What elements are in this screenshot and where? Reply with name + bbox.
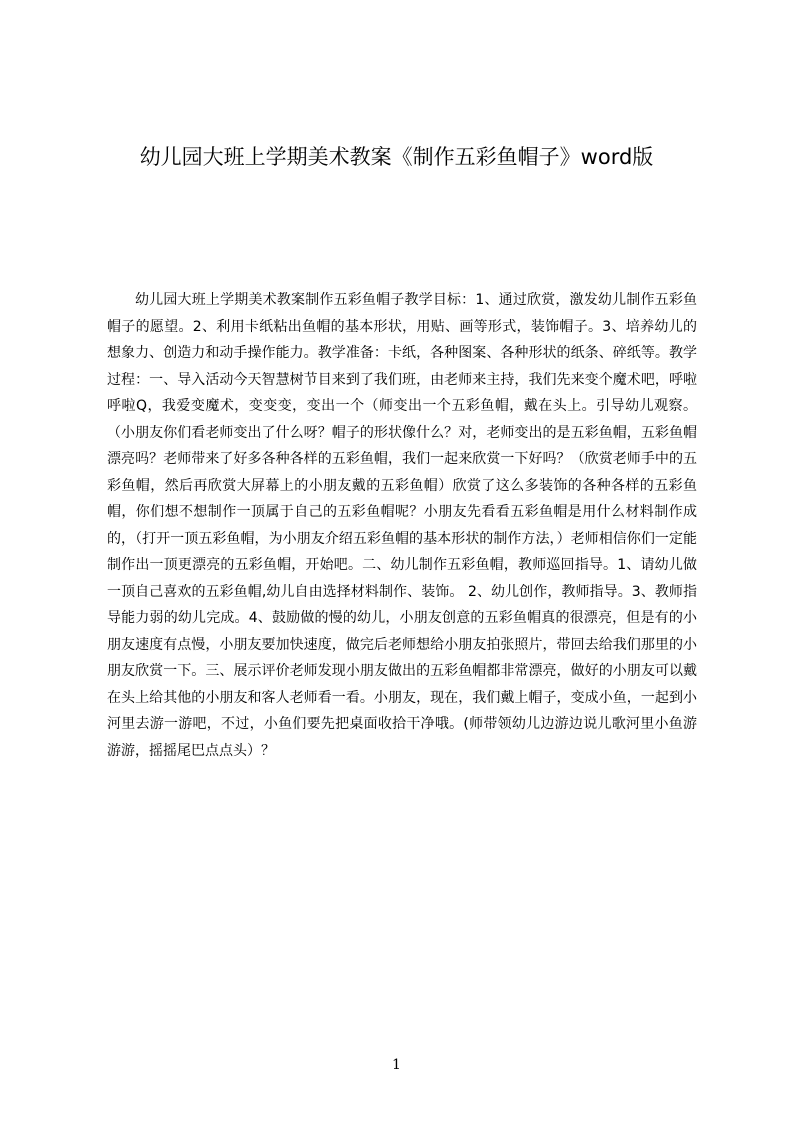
page-number: 1 (392, 1057, 401, 1073)
document-title: 幼儿园大班上学期美术教案《制作五彩鱼帽子》word版 (139, 145, 654, 169)
document-body: 幼儿园大班上学期美术教案制作五彩鱼帽子教学目标：1、通过欣赏，激发幼儿制作五彩鱼帽子的愿望。2、利用卡纸粘出鱼帽的基本形状，用贴、画等形式，装饰帽子。3、培养幼儿的想象力、创造力和动手操作能力。教学准备：卡纸，各种图案、各种形状的纸条、碎纸等。教学过程：一、导入活动今天智慧树节目来到了我们班，由老师来主持，我们先来变个魔术吧，呼啦呼啦Q，我爱变魔术，变变变，变出一个（师变出一个五彩鱼帽，戴在头上。引导幼儿观察。（小朋友你们看老师变出了什么呀？帽子的形状像什么？对，老师变出的是五彩鱼帽，五彩鱼帽漂亮吗？老师带来了好多各种各样的五彩鱼帽，我们一起来欣赏一下好吗？（欣赏老师手中的五彩鱼帽，然后再欣赏大屏幕上的小朋友戴的五彩鱼帽）欣赏了这么多装饰的各种各样的五彩鱼帽，你们想不想制作一顶属于自己的五彩鱼帽呢？小朋友先看看五彩鱼帽是用什么材料制作成的，（打开一顶五彩鱼帽，为小朋友介绍五彩鱼帽的基本形状的制作方法，）老师相信你们一定能制作出一顶更漂亮的五彩鱼帽，开始吧。二、幼儿制作五彩鱼帽，教师巡回指导。1、请幼儿做一顶自己喜欢的五彩鱼帽,幼儿自由选择材料制作、装饰。 2、幼儿创作，教师指导。3、教师指导能力弱的幼儿完成。4、鼓励做的慢的幼儿，小朋友创意的五彩鱼帽真的很漂亮，但是有的小朋友速度有点慢，小朋友要加快速度，做完后老师想给小朋友拍张照片，带回去给我们那里的小朋友欣赏一下。三、展示评价老师发现小朋友做出的五彩鱼帽都非常漂亮，做好的小朋友可以戴在头上给其他的小朋友和客人老师看一看。小朋友，现在，我们戴上帽子，变成小鱼，一起到小河里去游一游吧，不过，小鱼们要先把桌面收拾干净哦。(师带领幼儿边游边说儿歌河里小鱼游游游，摇摇尾巴点点头）？ (107, 292, 697, 759)
